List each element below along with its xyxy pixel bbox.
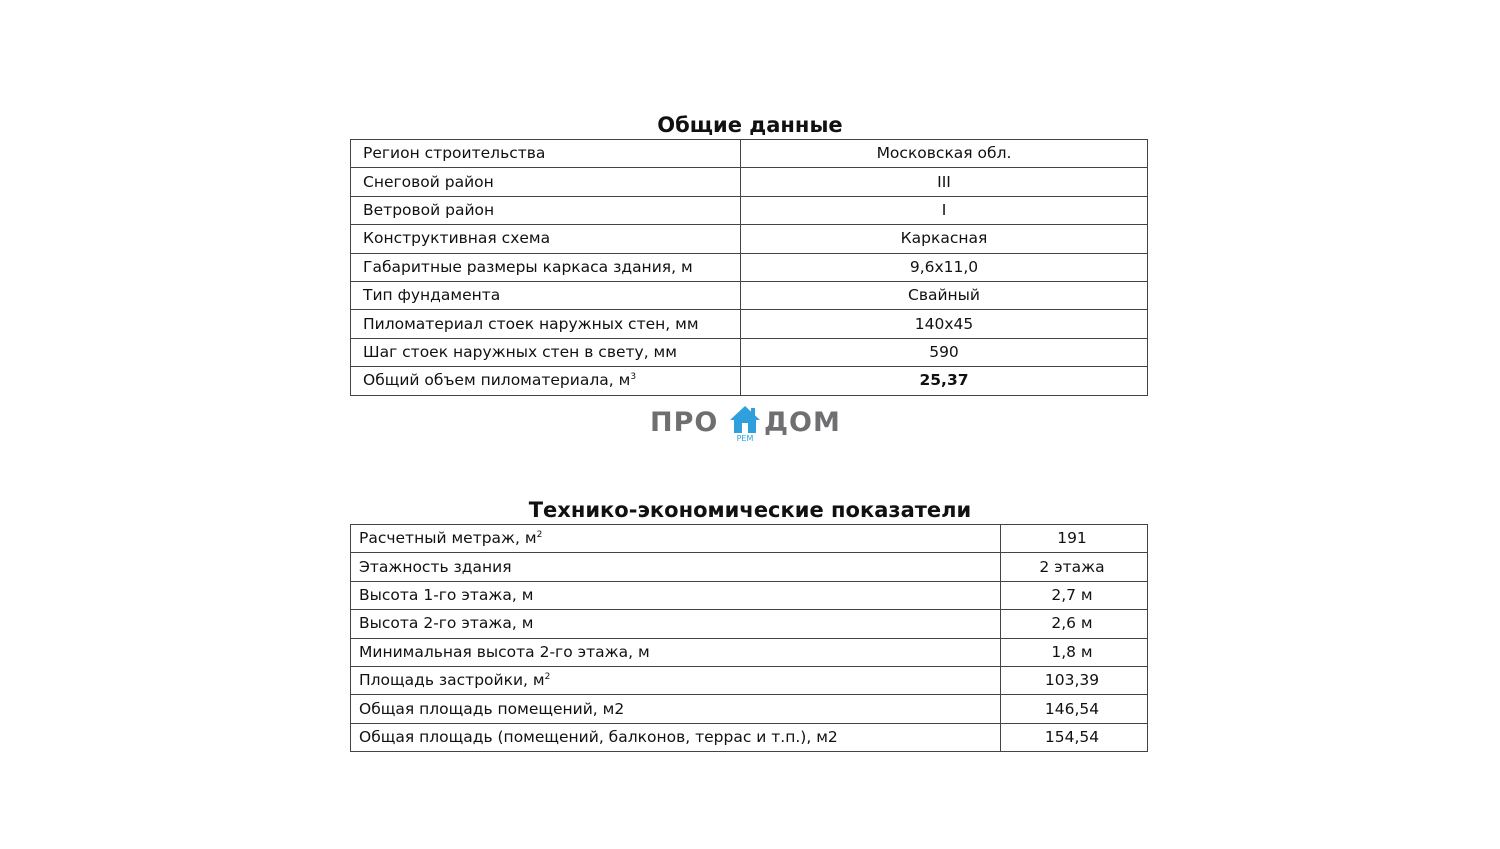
row-label: Ветровой район [351, 196, 741, 224]
row-label-text: Площадь застройки, м [359, 671, 545, 690]
row-value: 2 этажа [1001, 553, 1148, 581]
table-row [351, 581, 1148, 609]
table-row [351, 666, 1148, 694]
row-label: Общая площадь помещений, м2 [351, 695, 1001, 723]
table-row [351, 225, 1148, 253]
row-label [351, 666, 1001, 694]
row-label: Шаг стоек наружных стен в свету, мм [351, 338, 741, 366]
row-label: Снеговой район [351, 168, 741, 196]
logo-subtext: РЕМ [736, 434, 754, 443]
table-row [351, 140, 1148, 168]
row-value: 140х45 [741, 310, 1148, 338]
row-value: I [741, 196, 1148, 224]
logo-word-dom: ДОМ [764, 407, 841, 438]
row-value: Свайный [741, 281, 1148, 309]
house-icon [729, 405, 761, 435]
row-value: Московская обл. [741, 140, 1148, 168]
general-data-title: Общие данные [657, 113, 843, 137]
pro-dom-logo [650, 402, 850, 446]
row-value: 25,37 [741, 367, 1148, 395]
row-label: Пиломатериал стоек наружных стен, мм [351, 310, 741, 338]
tech-econ-title: Технико-экономические показатели [528, 498, 972, 522]
table-row [351, 338, 1148, 366]
row-label [351, 367, 741, 395]
row-label: Тип фундамента [351, 281, 741, 309]
table-row [351, 196, 1148, 224]
row-label: Минимальная высота 2-го этажа, м [351, 638, 1001, 666]
table-row [351, 638, 1148, 666]
logo-word-pro: ПРО [650, 407, 719, 438]
row-value: 9,6х11,0 [741, 253, 1148, 281]
row-label: Общая площадь (помещений, балконов, террас и т.п.), м2 [351, 723, 1001, 751]
table-row [351, 525, 1148, 553]
table-row [351, 168, 1148, 196]
row-value: 1,8 м [1001, 638, 1148, 666]
row-label-text: Расчетный метраж, м [359, 529, 537, 548]
table-row [351, 281, 1148, 309]
table-row [351, 610, 1148, 638]
row-value: III [741, 168, 1148, 196]
table-row [351, 553, 1148, 581]
table-row [351, 253, 1148, 281]
row-label: Высота 1-го этажа, м [351, 581, 1001, 609]
row-value: 154,54 [1001, 723, 1148, 751]
row-label-text: Общий объем пиломатериала, м [363, 371, 631, 390]
general-data-table [350, 139, 1148, 396]
row-label [351, 525, 1001, 553]
row-label: Этажность здания [351, 553, 1001, 581]
unit-superscript: 3 [630, 372, 637, 383]
row-value: 103,39 [1001, 666, 1148, 694]
unit-superscript: 2 [544, 672, 551, 683]
tech-econ-table [350, 524, 1148, 752]
row-label: Регион строительства [351, 140, 741, 168]
row-value: 146,54 [1001, 695, 1148, 723]
row-value: 191 [1001, 525, 1148, 553]
row-value: Каркасная [741, 225, 1148, 253]
table-row [351, 310, 1148, 338]
row-label: Габаритные размеры каркаса здания, м [351, 253, 741, 281]
row-label: Высота 2-го этажа, м [351, 610, 1001, 638]
table-row [351, 695, 1148, 723]
table-row [351, 723, 1148, 751]
row-value: 2,6 м [1001, 610, 1148, 638]
row-label: Конструктивная схема [351, 225, 741, 253]
unit-superscript: 2 [536, 530, 543, 541]
row-value: 2,7 м [1001, 581, 1148, 609]
row-value: 590 [741, 338, 1148, 366]
table-row [351, 367, 1148, 395]
